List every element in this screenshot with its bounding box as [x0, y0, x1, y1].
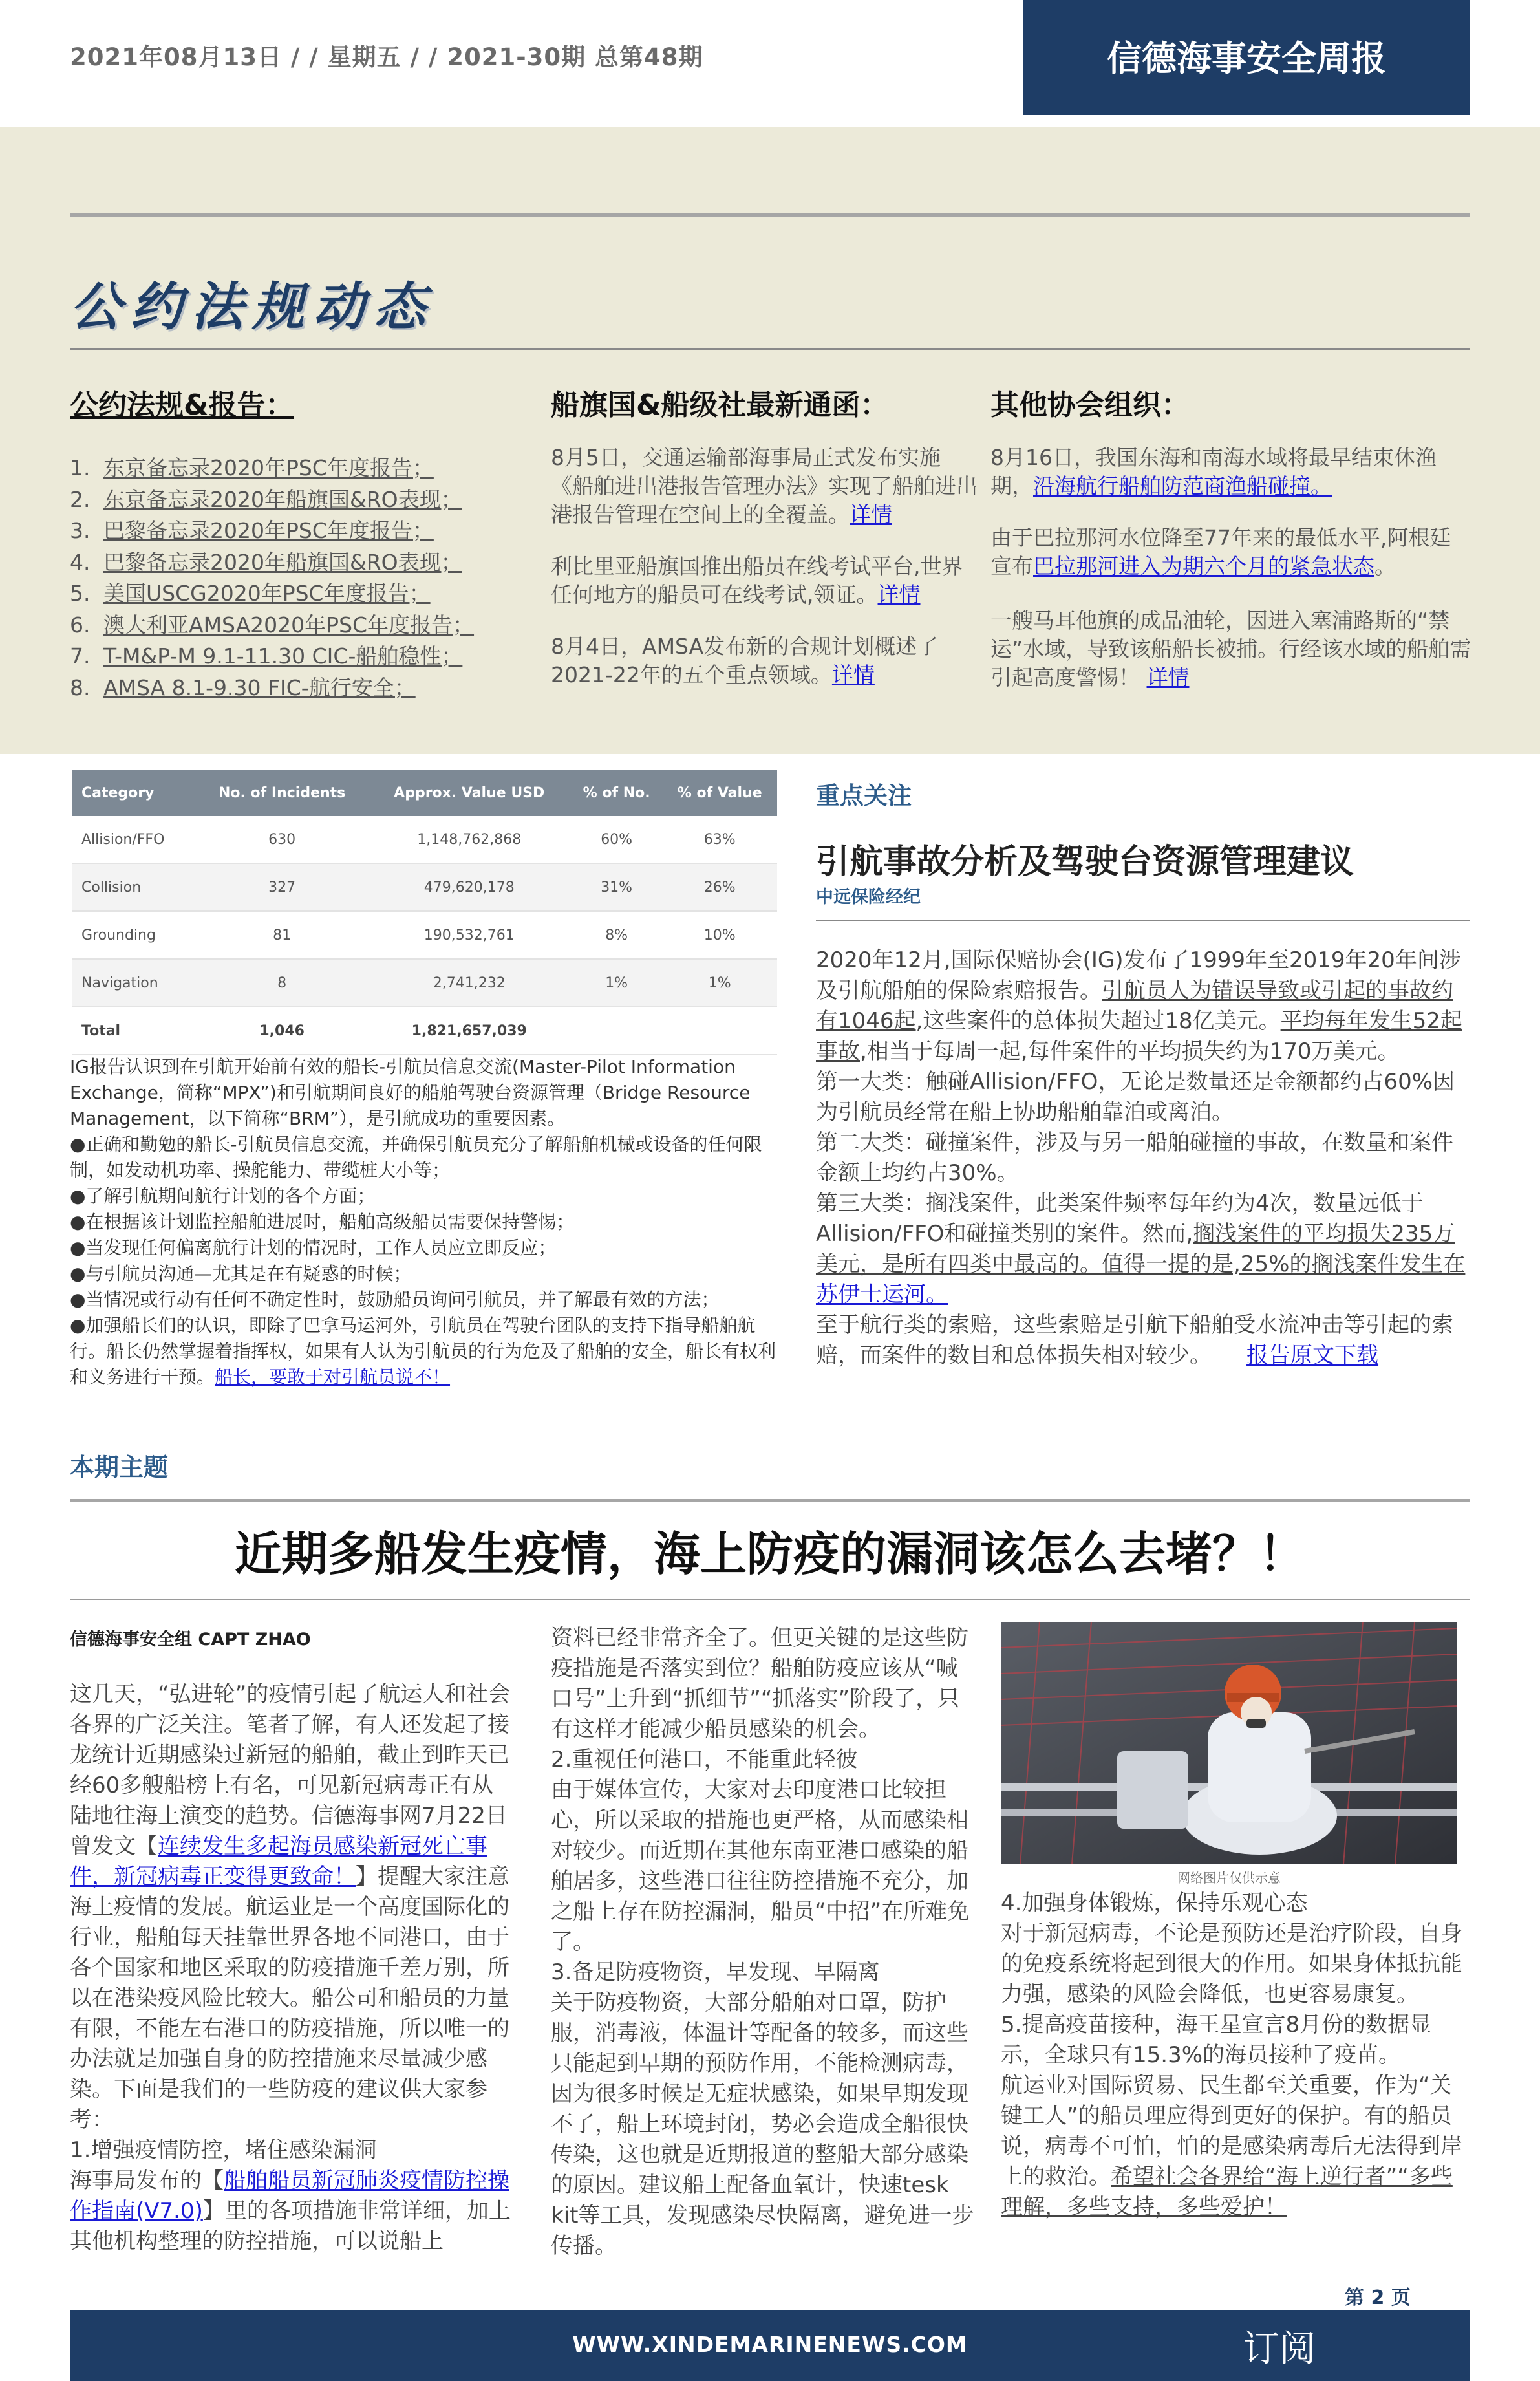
article-subheading: 2.重视任何港口，不能重此轻彼: [551, 1747, 858, 1772]
theme-divider: [70, 1599, 1470, 1600]
bullet-item: ●正确和勤勉的船长-引航员信息交流，并确保引航员充分了解船舶机械或设备的任何限制，如发动机功率、操舵能力、带缆桩大小等；: [70, 1134, 762, 1181]
report-link[interactable]: 东京备忘录2020年船旗国&RO表现；: [103, 486, 462, 512]
focus-text: 至于航行类的索赔，这些索赔是引航下船舶受水流冲击等引起的索赔，而案件的数目和总体损失相对较少。: [816, 1312, 1453, 1368]
article-text: 】提醒大家注意海上疫情的发展。航运业是一个高度国际化的行业，船舶每天挂靠世界各地不同港口，由于各个国家和地区采取的防疫措施千差万别，所以在港染疫风险比较大。船公司和船员的力量有限，不能左右港口的防疫措施，所以唯一的办法就是加强自身的防控措施来尽量减少感染。下面是我们的一些防疫的建议供大家参考：: [70, 1864, 509, 2133]
table-row: [72, 911, 777, 959]
photo-caption: 网络图片仅供示意: [1177, 1870, 1281, 1886]
notice-paragraph: [551, 444, 978, 529]
table-cell: Allision/FFO: [72, 816, 197, 863]
table-cell: Total: [72, 1007, 197, 1055]
list-item[interactable]: [70, 641, 548, 673]
master-say-no-link[interactable]: 船长，要敢于对引航员说不！: [215, 1366, 451, 1388]
column-header: Approx. Value USD: [368, 770, 571, 816]
column-header: Category: [72, 770, 197, 816]
table-cell: 31%: [571, 863, 663, 911]
item-number: 7.: [70, 643, 91, 669]
focus-divider: [816, 920, 1470, 921]
section-divider: [70, 348, 1470, 350]
item-number: 2.: [70, 486, 91, 512]
item-number: 1.: [70, 455, 91, 480]
footer-bar: [70, 2310, 1470, 2381]
list-item[interactable]: [70, 547, 548, 579]
table-cell: 8%: [571, 911, 663, 959]
table-cell: 81: [197, 911, 368, 959]
table-row: [72, 959, 777, 1007]
table-cell: 1,821,657,039: [368, 1007, 571, 1055]
section-title: 公约法规动态: [70, 277, 434, 337]
org-paragraph: [990, 524, 1471, 581]
article-text: 航运业对国际贸易、民生都至关重要，作为“关键工人”的船员理应得到更好的保护。有的船员说，病毒不可怕，怕的是感染病毒后无法得到岸上的救治。: [1001, 2073, 1462, 2190]
article-author: 信德海事安全组 CAPT ZHAO: [70, 1630, 311, 1650]
focus-text: 搁浅案件的平均损失235万美元，是所有四类中最高的。值得一提的是,25%的搁浅案件发生在: [816, 1221, 1466, 1277]
table-header-row: [72, 770, 777, 816]
covid-guide-link[interactable]: 船舶船员新冠肺炎疫情防控操作指南(V7.0): [70, 2168, 509, 2224]
focus-text: ,这些案件的总体损失超过18亿美元。: [915, 1008, 1281, 1034]
theme-divider: [70, 1499, 1470, 1502]
focus-paragraph: [816, 945, 1470, 1067]
org-text: 一艘马耳他旗的成品油轮，因进入塞浦路斯的“禁运”水域，导致该船船长被捕。行经该水域的船舶需引起高度警惕！: [990, 608, 1471, 690]
notice-text: 利比里亚船旗国推出船员在线考试平台,世界任何地方的船员可在线考试,领证。: [551, 554, 963, 607]
table-row: [72, 863, 777, 911]
focus-title: 引航事故分析及驾驶台资源管理建议: [816, 843, 1354, 881]
item-number: 3.: [70, 518, 91, 543]
detail-link[interactable]: 详情: [831, 662, 875, 687]
bullet-text: ●加强船长们的认识，即除了巴拿马运河外，引航员在驾驶台团队的支持下指导船舶航行。船长仍然掌握着指挥权，如果有人认为引航员的行为危及了船舶的安全，船长有权利和义务进行干预。: [70, 1315, 776, 1388]
report-link[interactable]: T-M&P-M 9.1-11.30 CIC-船舶稳性；: [103, 643, 463, 669]
newsletter-title-box: [1023, 0, 1470, 115]
focus-text: ,相当于每周一起,每件案件的平均损失约为170万美元。: [860, 1039, 1400, 1064]
issue-date-line: 2021年08月13日 / / 星期五 / / 2021-30期 总第48期: [70, 43, 703, 71]
report-link[interactable]: 巴黎备忘录2020年船旗国&RO表现；: [103, 549, 462, 575]
table-cell: 479,620,178: [368, 863, 571, 911]
list-item[interactable]: [70, 610, 548, 641]
newsletter-title: 信德海事安全周报: [1107, 38, 1386, 79]
item-number: 8.: [70, 674, 91, 700]
bullet-item: ●与引航员沟通—尤其是在有疑惑的时候；: [70, 1263, 412, 1284]
regulation-report-list: [70, 453, 548, 704]
notice-text: 8月4日，AMSA发布新的合规计划概述了2021-22年的五个重点领域。: [551, 634, 939, 687]
col1-heading: 公约法规&报告：: [70, 389, 294, 422]
org-text: 由于巴拉那河水位降至77年来的最低水平,阿根廷宣布: [990, 525, 1451, 579]
focus-source: 中远保险经纪: [816, 887, 921, 907]
org-paragraph: [990, 444, 1471, 501]
report-link[interactable]: 东京备忘录2020年PSC年度报告；: [103, 455, 434, 480]
item-number: 6.: [70, 612, 91, 638]
article-text: 】里的各项措施非常详细，加上其他机构整理的防控措施，可以说船上: [70, 2198, 511, 2254]
article-col2: [551, 1623, 978, 2261]
table-cell: 1,046: [197, 1007, 368, 1055]
theme-tag: 本期主题: [70, 1453, 169, 1481]
focus-tag: 重点关注: [816, 782, 912, 810]
table-cell: 26%: [662, 863, 777, 911]
parana-emergency-link[interactable]: 巴拉那河进入为期六个月的紧急状态: [1033, 554, 1374, 579]
website-url[interactable]: WWW.XINDEMARINENEWS.COM: [572, 2332, 968, 2357]
mpx-brm-text: [70, 1054, 787, 1390]
column-header: % of Value: [662, 770, 777, 816]
table-cell: Collision: [72, 863, 197, 911]
list-item[interactable]: [70, 578, 548, 610]
flag-state-notices: [551, 444, 978, 713]
bullet-item: ●了解引航期间航行计划的各个方面；: [70, 1185, 376, 1207]
section-divider: [70, 213, 1470, 217]
report-link[interactable]: AMSA 8.1-9.30 FIC-航行安全；: [103, 674, 416, 700]
article-text: 海事局发布的【: [70, 2168, 224, 2193]
table-cell: 327: [197, 863, 368, 911]
item-number: 4.: [70, 549, 91, 575]
table-cell: [571, 1007, 663, 1055]
column-header: % of No.: [571, 770, 663, 816]
table-cell: Navigation: [72, 959, 197, 1007]
table-row: [72, 816, 777, 863]
article-paragraph: 由于媒体宣传，大家对去印度港口比较担心，所以采取的措施也更严格，从而感染相对较少。而近期在其他东南亚港口感染的船舶居多，这些港口往往防控措施不充分，加之船上存在防控漏洞，船员“中招”在所难免了。: [551, 1777, 970, 1955]
focus-text: 第三大类：搁浅案件，此类案件频率每年约为4次，数量远低于Allision/FFO和碰撞类别的案件。然而,: [816, 1190, 1424, 1247]
seafarer-death-link[interactable]: 连续发生多起海员感染新冠死亡事件，新冠病毒正变得更致命！: [70, 1833, 487, 1890]
incident-table: [72, 770, 777, 1055]
notice-paragraph: [551, 552, 978, 609]
article-subheading: 1.增强疫情防控，堵住感染漏洞: [70, 2137, 377, 2163]
article-paragraph: 对于新冠病毒，不论是预防还是治疗阶段，自身的免疫系统将起到很大的作用。如果身体抵抗能力强，感染的风险会降低，也更容易康复。: [1001, 1921, 1462, 2007]
item-number: 5.: [70, 581, 91, 606]
page-number: 第 2 页: [1345, 2287, 1411, 2309]
focus-paragraph: [816, 1189, 1470, 1310]
article-col3: [1001, 1888, 1466, 2223]
focus-paragraph: 第二大类：碰撞案件，涉及与另一船舶碰撞的事故，在数量和案件金额上均约占30%。: [816, 1130, 1453, 1186]
list-item[interactable]: [70, 453, 548, 484]
focus-paragraph: 第一大类：触碰Allision/FFO，无论是数量还是金额都约占60%因为引航员经常在船上协助船舶靠泊或离泊。: [816, 1069, 1455, 1125]
detail-link[interactable]: 详情: [1146, 665, 1190, 690]
detail-link[interactable]: 详情: [850, 502, 892, 527]
table-cell: Grounding: [72, 911, 197, 959]
table-cell: 8: [197, 959, 368, 1007]
column-header: No. of Incidents: [197, 770, 368, 816]
subscribe-button[interactable]: 订阅: [1243, 2328, 1316, 2370]
focus-text: 引航员人为错误导致或引起的事故约有1046起: [816, 978, 1453, 1034]
table-cell: 1,148,762,868: [368, 816, 571, 863]
org-text: 。: [1374, 554, 1396, 579]
bullet-item: [70, 1313, 787, 1390]
list-item[interactable]: [70, 673, 548, 704]
collision-prevention-link[interactable]: 沿海航行船舶防范商渔船碰撞。: [1033, 473, 1332, 499]
report-download-link[interactable]: 报告原文下载: [1246, 1342, 1379, 1368]
article-subheading: 4.加强身体锻炼，保持乐观心态: [1001, 1890, 1308, 1916]
report-link[interactable]: 美国USCG2020年PSC年度报告；: [103, 581, 431, 606]
org-paragraph: [990, 607, 1471, 692]
notice-text: 8月5日，交通运输部海事局正式发布实施《船舶进出港报告管理办法》实现了船舶进出港报告管理在空间上的全覆盖。: [551, 445, 978, 527]
table-cell: 1%: [571, 959, 663, 1007]
report-link[interactable]: 澳大利亚AMSA2020年PSC年度报告；: [103, 612, 475, 638]
bullet-item: ●当发现任何偏离航行计划的情况时，工作人员应立即反应；: [70, 1237, 557, 1258]
article-paragraph: 资料已经非常齐全了。但更关键的是这些防疫措施是否落实到位？船舶防疫应该从“喊口号”上升到“抓细节”“抓落实”阶段了，只有这样才能减少船员感染的机会。: [551, 1625, 968, 1742]
suez-canal-link[interactable]: 苏伊士运河。: [816, 1282, 948, 1308]
col3-heading: 其他协会组织：: [990, 389, 1190, 422]
bullet-item: ●当情况或行动有任何不确定性时，鼓励船员询问引航员，并了解最有效的方法；: [70, 1289, 720, 1310]
intro-paragraph: IG报告认识到在引航开始前有效的船长-引航员信息交流(Master-Pilot Information Exchange，简称“MPX”)和引航期间良好的船舶驾驶台资源管理（Bridge Resource Management，以下简称“BRM”），是引航成功的重要因素。: [70, 1056, 751, 1129]
table-cell: 63%: [662, 816, 777, 863]
article-paragraph: [70, 1679, 515, 2135]
article-subheading: 5.提高疫苗接种，海王星宣言8月份的数据显示，全球只有15.3%的海员接种了疫苗。: [1001, 2012, 1432, 2068]
article-subheading: 3.备足防疫物资，早发现、早隔离: [551, 1959, 880, 1985]
disinfection-worker-photo: [1001, 1622, 1457, 1864]
notice-paragraph: [551, 632, 978, 689]
table-cell: 10%: [662, 911, 777, 959]
table-cell: 60%: [571, 816, 663, 863]
focus-body: [816, 945, 1470, 1371]
table-cell: 630: [197, 816, 368, 863]
list-item[interactable]: [70, 515, 548, 547]
focus-text: 平均每年发生52起事故: [816, 1008, 1462, 1064]
article-text: 希望社会各界给“海上逆行者”“多些理解，多些支持，多些爱护！: [1001, 2164, 1453, 2220]
table-cell: 1%: [662, 959, 777, 1007]
focus-text: 2020年12月,国际保赔协会(IG)发布了1999年至2019年20年间涉及引航船舶的保险索赔报告。: [816, 947, 1461, 1004]
article-paragraph: [1001, 2071, 1466, 2223]
table-cell: [662, 1007, 777, 1055]
bullet-item: ●在根据该计划监控船舶进展时，船舶高级船员需要保持警惕；: [70, 1211, 575, 1233]
col2-heading: 船旗国&船级社最新通函：: [551, 389, 889, 422]
article-paragraph: 关于防疫物资，大部分船舶对口罩，防护服，消毒液，体温计等配备的较多，而这些只能起到早期的预防作用，不能检测病毒，因为很多时候是无症状感染，如果早期发现不了，船上环境封闭，势必会造成全船很快传染，这也就是近期报道的整船大部分感染的原因。建议船上配备血氧计，快速tesk kit等工具，发现感染尽快隔离，避免进一步传播。: [551, 1990, 974, 2259]
table-cell: 190,532,761: [368, 911, 571, 959]
main-article-title: 近期多船发生疫情，海上防疫的漏洞该怎么去堵？！: [234, 1527, 1305, 1581]
article-text: 这几天，“弘进轮”的疫情引起了航运人和社会各界的广泛关注。笔者了解，有人还发起了接龙统计近期感染过新冠的船舶，截止到昨天已经60多艘船榜上有名，可见新冠病毒正有从陆地往海上演变的趋势。信德海事网7月22日曾发文【: [70, 1681, 511, 1859]
other-organizations: [990, 444, 1471, 715]
detail-link[interactable]: 详情: [877, 582, 921, 607]
org-text: 8月16日，我国东海和南海水域将最早结束休渔期，: [990, 445, 1437, 499]
article-paragraph: [70, 2166, 515, 2257]
table-total-row: [72, 1007, 777, 1055]
table-cell: 2,741,232: [368, 959, 571, 1007]
report-link[interactable]: 巴黎备忘录2020年PSC年度报告；: [103, 518, 434, 543]
focus-paragraph: [816, 1310, 1470, 1371]
article-col1: [70, 1679, 515, 2257]
list-item[interactable]: [70, 484, 548, 516]
